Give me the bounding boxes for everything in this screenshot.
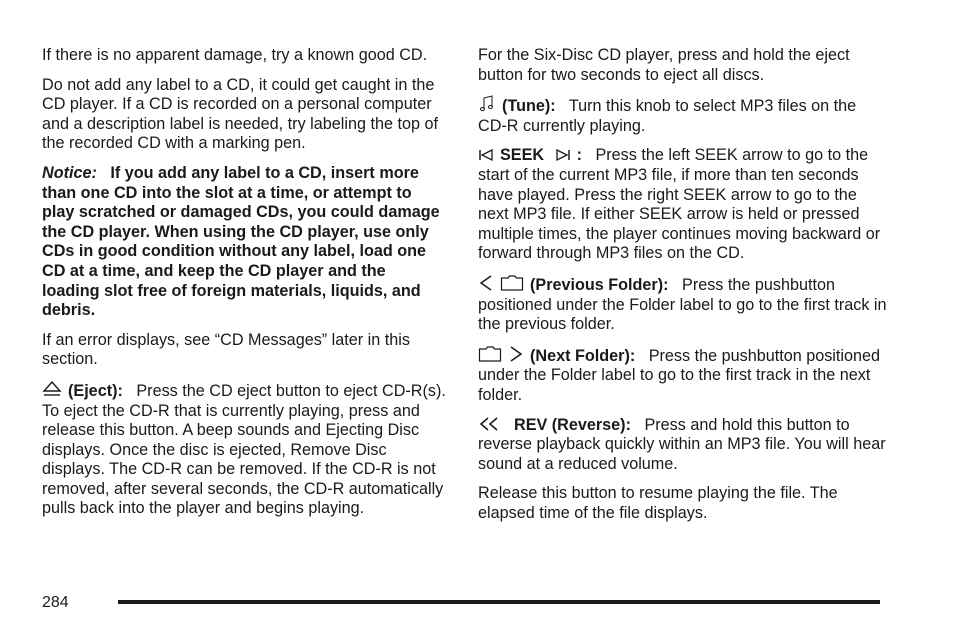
previous-folder-text: Press the pushbutton positioned under the Folder label to go to the first track in the previous folder. [478,275,887,334]
notice-text: If you add any label to a CD, insert more than one CD into the slot at a time, or attempt to play scratched or damaged CDs, you could damage the CD player. When using the CD player, use only CDs in good condition without any label, load one CD at a time, and keep the CD player and the loading slot free of foreign materials, liquids, and debris. [42,163,440,320]
seek-forward-icon [555,148,571,162]
reverse-text: Press and hold this button to reverse playback quickly within an MP3 file. You will hear sound at a reduced volume. [478,415,886,473]
folder-icon [478,345,502,363]
reverse-section [478,416,888,475]
eject-text: Press the CD eject button to eject CD-R(s). To eject the CD-R that is currently playing, press and release this button. A beep sounds and Ejecting Disc displays. Once the disc is ejected, Remove Disc displays. The CD-R can be removed. If the CD-R is not removed, after several seconds, the CD-R automatically pulls back into the player and begins playing. [42,381,446,518]
notice-block [42,164,447,321]
right-column [478,46,888,533]
paragraph-damage: If there is no apparent damage, try a known good CD. [42,46,428,64]
next-folder-section [478,345,888,406]
seek-label: SEEK [500,146,545,165]
paragraph-label-warning: Do not add any label to a CD, it could get caught in the CD player. If a CD is recorded on a personal computer and a description label is needed, try labeling the top of the recorded CD with a marking pen. [42,75,438,153]
footer-rule [118,600,880,604]
paragraph-six-disc: For the Six-Disc CD player, press and hold the eject button for two seconds to eject all discs. [478,46,850,84]
chevron-left-icon [478,274,494,292]
music-note-icon [478,95,496,113]
tune-section [478,95,888,136]
previous-folder-label: (Previous Folder): [530,275,669,294]
tune-label: (Tune): [502,97,556,116]
chevron-right-icon [508,345,524,363]
seek-section [478,146,888,264]
tune-text: Turn this knob to select MP3 files on the CD-R currently playing. [478,97,857,135]
eject-section [42,380,447,519]
paragraph-release: Release this button to resume playing the file. The elapsed time of the file displays. [478,484,838,522]
paragraph-error: If an error displays, see “CD Messages” later in this section. [42,330,410,369]
page-number: 284 [42,594,69,611]
eject-icon [42,380,62,398]
eject-label: (Eject): [68,381,123,400]
reverse-label: REV (Reverse): [514,415,631,434]
seek-back-icon [478,148,494,162]
seek-text: Press the left SEEK arrow to go to the start of the current MP3 file, if more than ten seconds have played. Press the right SEEK arrow to go to the next MP3 file. If either SEEK arrow is held or pressed multiple times, the player continues moving backward or forward through MP3 files on the CD. [478,146,881,263]
rewind-icon [478,416,500,432]
left-column [42,46,447,529]
folder-icon [500,274,524,292]
notice-label: Notice: [42,163,97,182]
previous-folder-section [478,274,888,335]
next-folder-label: (Next Folder): [530,346,636,365]
seek-colon: : [576,146,582,165]
next-folder-text: Press the pushbutton positioned under the Folder label to go to the first track in the next folder. [478,346,880,404]
